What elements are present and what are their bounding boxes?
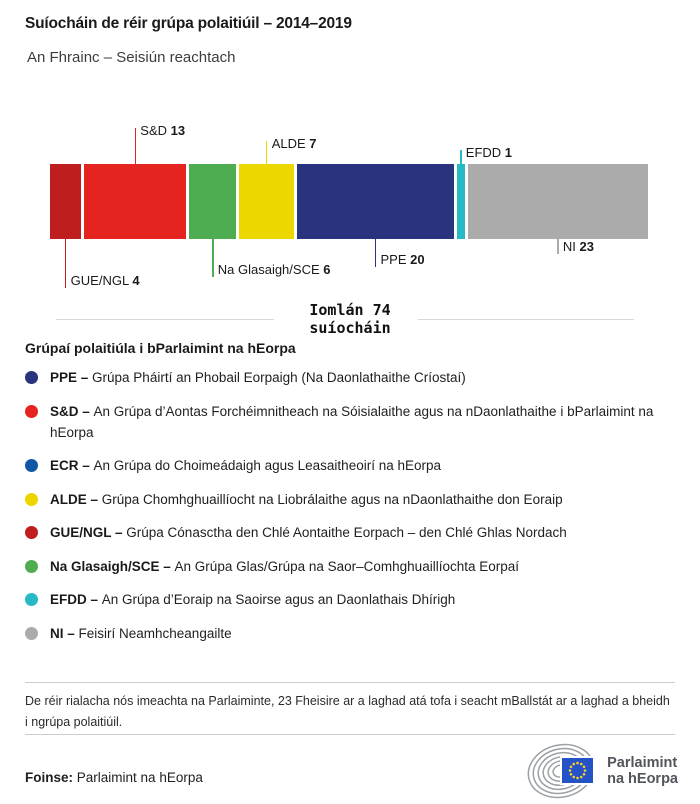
bar-segment-efdd (457, 164, 465, 239)
legend-color-swatch (25, 493, 38, 506)
bar-segment-ni (468, 164, 648, 239)
callout-seat-count: 13 (170, 123, 186, 138)
bar-segment-na-glasaigh-sce (189, 164, 236, 239)
parliament-logo (525, 742, 678, 800)
legend-color-swatch (25, 459, 38, 472)
legend-group-abbreviation: GUE/NGL – (50, 525, 127, 540)
legend-entry-text (50, 401, 672, 443)
legend-entry-text (50, 455, 441, 476)
legend-heading: Grúpaí polaitiúla i bParlaimint na hEorpa (25, 340, 296, 356)
legend-color-swatch (25, 371, 38, 384)
legend-entry-text (50, 589, 455, 610)
callout-seat-count: 6 (323, 262, 331, 277)
callout-leader-line (375, 239, 377, 267)
total-line-1: Iomlán 74 (309, 301, 391, 319)
bar-segment-s-d (84, 164, 186, 239)
legend-group-abbreviation: ECR – (50, 458, 94, 473)
source-label: Foinse: (25, 770, 74, 785)
callout-group-name: EFDD (465, 145, 505, 160)
callout-leader-line (212, 239, 214, 277)
logo-line-2: na hEorpa (607, 771, 678, 787)
callout-label-ni (563, 240, 594, 254)
callout-label-s-d (140, 124, 185, 138)
callout-leader-line (135, 128, 137, 164)
logo-line-1: Parlaimint (607, 754, 678, 771)
callout-label-na-glasaigh-sce (218, 263, 331, 277)
legend-group-description: Grúpa Chomhghuaillíocht na Liobrálaithe agus na nDaonlathaithe don Eoraip (101, 491, 563, 507)
legend (25, 340, 677, 656)
legend-group-abbreviation: NI – (50, 625, 79, 641)
callout-group-name: ALDE (271, 136, 310, 151)
footnote-divider (25, 682, 675, 683)
callout-group-name: PPE (380, 252, 411, 267)
legend-item-ecr (25, 455, 677, 476)
callout-label-ppe (381, 253, 425, 267)
callout-label-gue-ngl (71, 274, 140, 288)
legend-color-swatch (25, 526, 38, 539)
legend-group-abbreviation: S&D – (50, 403, 94, 419)
callout-seat-count: 4 (132, 273, 140, 288)
legend-group-abbreviation: ALDE – (50, 491, 102, 507)
legend-entry-text (50, 522, 567, 543)
source-divider (25, 734, 675, 735)
legend-color-swatch (25, 405, 38, 418)
legend-entry-text (50, 367, 466, 388)
source-line (25, 770, 203, 785)
total-line-2: suíocháin (309, 319, 391, 337)
bar-segment-ppe (297, 164, 454, 239)
legend-color-swatch (25, 627, 38, 640)
bar-segment-gue-ngl (50, 164, 81, 239)
hemicycle-flag-icon (525, 742, 599, 800)
legend-group-description: An Grúpa d’Aontas Forchéimnitheach na Sóisialaithe agus na nDaonlathaithe i bParlaimint na hEorpa (50, 403, 654, 440)
callout-label-alde (272, 137, 317, 151)
callout-group-name: NI (562, 239, 580, 254)
legend-group-description: Grúpa Pháirtí an Phobail Eorpaigh (Na Daonlathaithe Críostaí) (92, 370, 466, 385)
legend-entry-text (50, 489, 563, 510)
legend-group-description: Feisirí Neamhcheangailte (78, 625, 232, 641)
legend-entry-text (50, 623, 232, 644)
callout-group-name: GUE/NGL (70, 273, 133, 288)
callout-group-name: S&D (140, 123, 171, 138)
legend-item-s-d (25, 401, 677, 443)
legend-item-alde (25, 489, 677, 510)
footnote: De réir rialacha nós imeachta na Parlaiminte, 23 Fheisire ar a laghad atá tofa i seacht mBallstát ar a laghad a bheidh i ngrúpa polaitiúil. (25, 694, 670, 729)
legend-color-swatch (25, 593, 38, 606)
legend-item-ni (25, 623, 677, 644)
callout-leader-line (557, 239, 559, 254)
callout-seat-count: 7 (309, 136, 317, 151)
legend-group-description: An Grúpa d’Eoraip na Saoirse agus an Daonlathais Dhírigh (101, 592, 456, 607)
logo-text (607, 755, 678, 788)
legend-group-abbreviation: Na Glasaigh/SCE – (50, 558, 175, 574)
legend-group-description: An Grúpa Glas/Grúpa na Saor–Comhghuaillíochta Eorpaí (174, 558, 519, 574)
legend-group-description: Grúpa Cónasctha den Chlé Aontaithe Eorpach – den Chlé Ghlas Nordach (126, 525, 567, 540)
callout-seat-count: 20 (410, 252, 425, 267)
legend-color-swatch (25, 560, 38, 573)
page-subtitle: An Fhrainc – Seisiún reachtach (27, 49, 236, 66)
callout-group-name: Na Glasaigh/SCE (217, 262, 324, 277)
legend-item-na-glasaigh-sce (25, 556, 677, 577)
bar-segment-alde (239, 164, 294, 239)
legend-items (25, 367, 677, 644)
source-value: Parlaimint na hEorpa (76, 770, 203, 785)
legend-entry-text (50, 556, 519, 577)
callout-leader-line (460, 150, 462, 164)
legend-item-ppe (25, 367, 677, 388)
legend-item-gue-ngl (25, 522, 677, 543)
legend-item-efdd (25, 589, 677, 610)
callout-leader-line (266, 141, 268, 164)
legend-group-description: An Grúpa do Choimeádaigh agus Leasaitheoirí na hEorpa (93, 458, 442, 473)
total-divider-right (418, 319, 634, 320)
page-title: Suíocháin de réir grúpa polaitiúil – 2014–2019 (25, 15, 352, 32)
callout-leader-line (65, 239, 67, 288)
legend-group-abbreviation: PPE – (50, 370, 93, 385)
callout-label-efdd (466, 146, 512, 160)
legend-group-abbreviation: EFDD – (50, 592, 102, 607)
callout-seat-count: 1 (504, 145, 513, 160)
callout-seat-count: 23 (579, 239, 594, 254)
